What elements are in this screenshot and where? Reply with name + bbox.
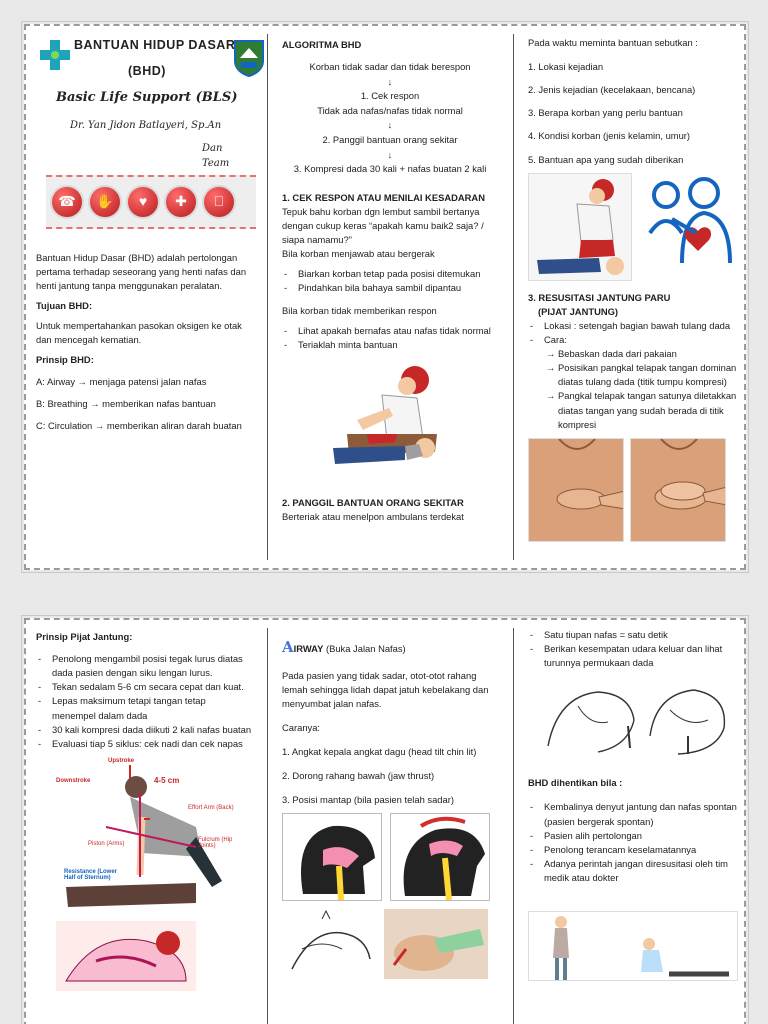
algo-step: 1. Cek respon: [360, 90, 420, 102]
panggil-text: Berteriak atau menelpon ambulans terdekat: [282, 510, 464, 522]
prinsip-a: A: Airway → menjaga patensi jalan nafas: [36, 376, 207, 388]
column-divider: [513, 628, 514, 1024]
call-item: 3. Berapa korban yang perlu bantuan: [528, 107, 683, 119]
check-response-illustration: [327, 360, 447, 482]
cek-respon-text: Tepuk bahu korban dgn lembut sambil bertanya dengan cukup keras “apakah kamu baik2 saja? / siapa namamu?”: [282, 205, 484, 246]
list-item: - Lihat apakah bernafas atau nafas tidak normal: [282, 324, 498, 338]
airway-letter: A: [282, 638, 294, 656]
calling-help-illustration: [528, 173, 632, 281]
author: Dr. Yan Jidon Batlayeri, Sp.An: [70, 119, 222, 131]
panggil-heading: 2. PANGGIL BANTUAN ORANG SEKITAR: [282, 496, 464, 508]
airway-position-illustration: [56, 921, 196, 991]
list-item: - Penolong mengambil posisi tegak lurus diatas dada pasien dengan siku lengan lurus.: [36, 652, 252, 680]
prinsip-pijat-list: [36, 652, 252, 751]
list-item: - Satu tiupan nafas = satu detik: [528, 628, 738, 642]
list-item: - Teriaklah minta bantuan: [282, 338, 498, 352]
list-item: - Adanya perintah jangan diresusitasi oleh tim medik atau dokter: [528, 857, 738, 885]
heart-icon: ♥: [126, 185, 160, 219]
algo-step: 3. Kompresi dada 30 kali + nafas buatan 2 kali: [293, 163, 487, 175]
page2-column-2: [272, 620, 508, 1024]
list-item: - 30 kali kompresi dada diikuti 2 kali nafas buatan: [36, 723, 252, 737]
team: Dan Team: [202, 142, 230, 169]
brochure-page-1: [24, 24, 746, 570]
list-item: - Evaluasi tiap 5 siklus: cek nadi dan cek napas: [36, 737, 252, 751]
brochure-page-2: [24, 618, 746, 1024]
cek-respon-heading: 1. CEK RESPON ATAU MENILAI KESADARAN: [282, 191, 485, 203]
label-fulcrum: Fulcrum (Hip Joints): [198, 836, 233, 850]
jaw-thrust-photo: [384, 909, 488, 979]
list-item: - Lepas maksimum tetapi tangan tetap menempel dalam dada: [36, 694, 252, 722]
label-resistance: Resistance (Lower Half of Sternum): [64, 868, 118, 882]
cara-list: [546, 347, 738, 432]
rescue-breathing-sketch: [538, 676, 736, 760]
algo-step: Korban tidak sadar dan tidak berespon: [309, 61, 471, 73]
compression-mechanics-diagram: [46, 757, 242, 913]
algo-step: Tidak ada nafas/nafas tidak normal: [317, 104, 463, 116]
call-item: 2. Jenis kejadian (kecelakaan, bencana): [528, 84, 696, 96]
stop-list: [528, 800, 738, 885]
list-item: - Kembalinya denyut jantung dan nafas spontan (pasien bergerak spontan): [528, 800, 738, 828]
algo-heading: ALGORITMA BHD: [282, 39, 362, 50]
list-item: - Pasien alih pertolongan: [528, 829, 738, 843]
call-item: 4. Kondisi korban (jenis kelamin, umur): [528, 130, 691, 142]
column-divider: [267, 628, 268, 1024]
medical-cross-logo: [38, 38, 72, 72]
emergency-icon-strip: [46, 175, 256, 229]
list-item: - Pindahkan bila bahaya sambil dipantau: [282, 281, 498, 295]
down-arrow-icon: ↓: [387, 75, 393, 87]
head-tilt-illustrations: [282, 909, 498, 979]
hands-icon: ✋: [88, 185, 122, 219]
cek-respon-text-3: Bila korban tidak memberikan respon: [282, 304, 437, 316]
list-item: - Biarkan korban tetap pada posisi ditemukan: [282, 267, 498, 281]
label-effort-arm: Effort Arm (Back): [188, 804, 234, 811]
label-downstroke: Downstroke: [56, 777, 91, 784]
prinsip-b: B: Breathing → memberikan nafas bantuan: [36, 398, 216, 410]
airway-text: Pada pasien yang tidak sadar, otot-otot rahang lemah sehingga lidah dapat jatuh kebelakang dan menyumbat jalan nafas.: [282, 669, 489, 709]
subtitle: Basic Life Support (BLS): [56, 90, 238, 105]
rjp-list: [528, 319, 738, 347]
label-depth: 4-5 cm: [154, 775, 180, 785]
phone-icon: ☎: [50, 185, 84, 219]
airway-rest: IRWAY: [293, 643, 324, 654]
airway-paren: (Buka Jalan Nafas): [325, 643, 406, 654]
tujuan-heading: Tujuan BHD:: [36, 299, 93, 311]
rjp-subheading: (PIJAT JANTUNG): [538, 305, 619, 317]
column-divider: [513, 34, 514, 560]
list-item: → Pangkal telapak tangan satunya diletakkan diatas tangan yang sudah berada di titik kompresi: [546, 389, 738, 431]
down-arrow-icon: ↓: [387, 148, 393, 160]
page2-column-1: [26, 620, 262, 1024]
algo-step: 2. Panggil bantuan orang sekitar: [322, 134, 458, 145]
tujuan-text: Untuk mempertahankan pasokan oksigen ke otak dan mencegah kematian.: [36, 319, 242, 346]
caranya-label: Caranya:: [282, 721, 321, 733]
list-item: → Bebaskan dada dari pakaian: [546, 347, 738, 361]
prinsip-pijat-heading: Prinsip Pijat Jantung:: [36, 631, 133, 642]
airway-step: 3. Posisi mantap (bila pasien telah sadar): [282, 794, 454, 806]
page1-column-1: [26, 26, 262, 568]
prinsip-c: C: Circulation → memberikan aliran darah buatan: [36, 420, 242, 432]
prinsip-heading: Prinsip BHD:: [36, 354, 94, 366]
blocked-airway-diagram: [282, 813, 382, 901]
call-item: 1. Lokasi kejadian: [528, 61, 604, 73]
cek-respon-list-2: [282, 324, 498, 352]
airway-step: 1. Angkat kepala angkat dagu (head tilt chin lit): [282, 745, 477, 757]
hand-position-photo-2: [630, 438, 726, 542]
list-item: - Lokasi : setengah bagian bawah tulang dada: [528, 319, 738, 333]
down-arrow-icon: ↓: [387, 119, 393, 131]
header-block: [36, 34, 252, 82]
open-airway-diagram: [390, 813, 490, 901]
title-line-1: BANTUAN HIDUP DASAR: [74, 38, 236, 52]
list-item: - Cara:: [528, 333, 738, 347]
column-divider: [267, 34, 268, 560]
ambulance-icon: ✚: [164, 185, 198, 219]
label-piston: Piston (Arms): [88, 840, 125, 847]
intro-text: Bantuan Hidup Dasar (BHD) adalah pertolongan pertama terhadap seseorang yang henti nafas dan henti jantung tanpa menggunakan peralatan.: [36, 251, 247, 291]
rjp-heading: 3. RESUSITASI JANTUNG PARU: [528, 291, 671, 303]
breathing-list: [528, 628, 738, 670]
list-item: - Penolong terancam keselamatannya: [528, 843, 738, 857]
airway-step: 2. Dorong rahang bawah (jaw thrust): [282, 770, 435, 782]
cpr-symbol-illustration: [638, 173, 738, 281]
algorithm-flow: [282, 60, 498, 177]
monitor-icon: ⎕: [202, 185, 236, 219]
list-item: - Berikan kesempatan udara keluar dan lihat turunnya permukaan dada: [528, 642, 738, 670]
cek-respon-list: [282, 267, 498, 295]
airway-diagrams: [282, 813, 498, 901]
list-item: - Tekan sedalam 5-6 cm secara cepat dan kuat.: [36, 680, 252, 694]
airway-heading: [282, 636, 498, 659]
call-item: 5. Bantuan apa yang sudah diberikan: [528, 153, 684, 165]
page1-column-3: [518, 26, 748, 568]
regional-emblem-logo: [232, 38, 266, 78]
label-upstroke: Upstroke: [108, 757, 135, 764]
page1-column-2: [272, 26, 508, 568]
title-line-2: (BHD): [128, 64, 166, 78]
bystander-illustration: [528, 911, 738, 981]
cek-respon-text-2: Bila korban menjawab atau bergerak: [282, 248, 435, 260]
hand-position-photo-1: [528, 438, 624, 542]
call-illustrations: [528, 173, 738, 281]
page2-column-3: [518, 620, 748, 1024]
head-tilt-sketch: [282, 909, 378, 979]
hand-position-photos: [528, 438, 738, 542]
call-intro: Pada waktu meminta bantuan sebutkan :: [528, 37, 698, 48]
stop-heading: BHD dihentikan bila :: [528, 777, 623, 789]
list-item: → Posisikan pangkal telapak tangan dominan diatas tulang dada (titik tumpu kompresi): [546, 361, 738, 389]
